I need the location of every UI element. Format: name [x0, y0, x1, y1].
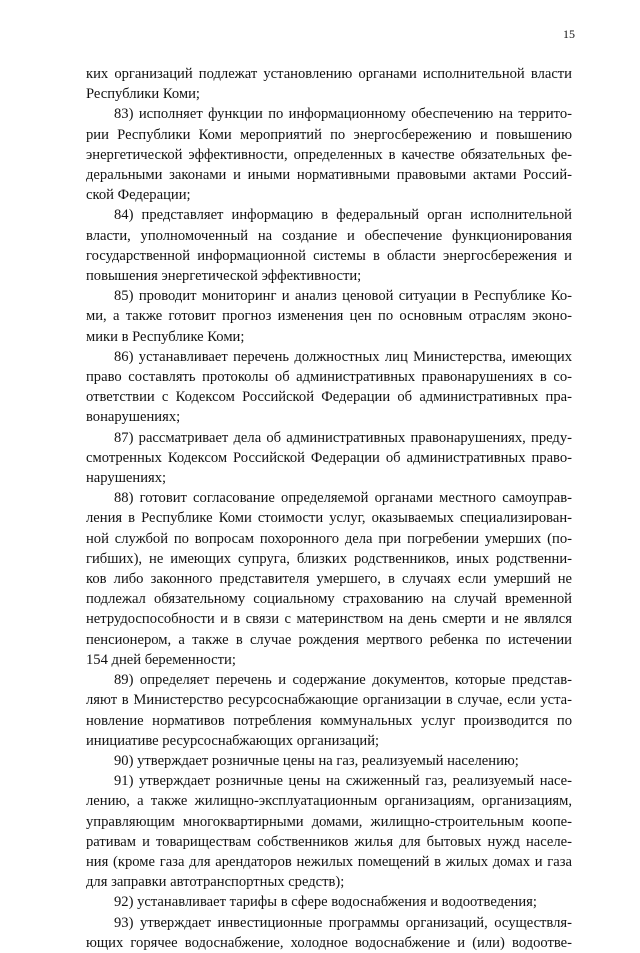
text-line: управляющим многоквартирными домами, жилищно-строительным коопе- — [86, 813, 572, 830]
text-line: вонарушениях; — [86, 409, 181, 426]
text-line: деральными законами и иными нормативными правовыми актами Россий- — [86, 167, 572, 184]
text-line: рии Республики Коми мероприятий по энергосбережению и повышению — [86, 126, 572, 143]
paragraph — [86, 104, 572, 205]
text-line: ответствии с Кодексом Российской Федерации об административных пра- — [86, 389, 572, 406]
paragraph — [86, 913, 572, 953]
text-line: 88) готовит согласование определяемой органами местного самоуправ- — [114, 490, 572, 507]
text-line: государственной информационной системы в области энергосбережения и — [86, 247, 572, 264]
paragraph — [86, 64, 572, 104]
paragraph — [86, 751, 572, 771]
text-line: смотренных Кодексом Российской Федерации об административных право- — [86, 449, 572, 466]
text-line: ляют в Министерство ресурсоснабжающие организации в случае, если уста- — [86, 692, 572, 709]
text-line: ния (кроме газа для арендаторов нежилых помещений в жилых домах и газа — [86, 853, 572, 870]
page-number: 15 — [563, 27, 575, 41]
paragraph — [86, 347, 572, 428]
text-line: ской Федерации; — [86, 187, 191, 204]
text-line: для заправки автотранспортных средств); — [86, 874, 345, 891]
text-line: пенсионером, а также в случае рождения мертвого ребенка по истечении — [86, 631, 572, 648]
text-line: ющих горячее водоснабжение, холодное водоснабжение и (или) водоотве- — [86, 934, 572, 951]
text-line: власти, уполномоченный на создание и обеспечение функционирования — [86, 227, 572, 244]
text-line: подлежал обязательному социальному страхованию на случай временной — [86, 591, 572, 608]
text-line: 83) исполняет функции по информационному обеспечению на террито- — [114, 106, 572, 123]
text-line: гибших), не имеющих супруга, близких родственников, иных родственни- — [86, 550, 572, 567]
paragraph — [86, 488, 572, 670]
paragraph — [86, 892, 572, 912]
text-line: инициативе ресурсоснабжающих организаций; — [86, 732, 380, 749]
text-line: право составлять протоколы об административных правонарушениях в со- — [86, 369, 572, 386]
paragraph — [86, 670, 572, 751]
text-line: 154 дней беременности; — [86, 651, 236, 668]
text-line: нарушениях; — [86, 470, 167, 487]
paragraph — [86, 286, 572, 347]
text-line: 86) устанавливает перечень должностных лиц Министерства, имеющих — [114, 348, 572, 365]
text-line: ления в Республике Коми стоимости услуг, оказываемых специализирован- — [86, 510, 572, 527]
text-line: Республики Коми; — [86, 86, 200, 103]
text-line: 89) определяет перечень и содержание документов, которые представ- — [114, 672, 572, 689]
text-line: энергетической эффективности, определенных в качестве обязательных фе- — [86, 146, 572, 163]
text-line: новление нормативов потребления коммунальных услуг производится по — [86, 712, 572, 729]
text-line: ков либо законного представителя умершего, в случаях если умерший не — [86, 571, 572, 588]
text-line: повышения энергетической эффективности; — [86, 268, 362, 285]
text-line: мики в Республике Коми; — [86, 328, 245, 345]
text-line: 84) представляет информацию в федеральный орган исполнительной — [114, 207, 572, 224]
text-line: ми, а также готовит прогноз изменения цен по основным отраслям эконо- — [86, 308, 572, 325]
text-line: 92) устанавливает тарифы в сфере водоснабжения и водоотведения; — [114, 894, 537, 911]
paragraph — [86, 428, 572, 489]
text-line: ративам и товариществам собственников жилья для бытовых нужд населе- — [86, 833, 572, 850]
text-line: ких организаций подлежат установлению органами исполнительной власти — [86, 66, 572, 82]
text-line: нетрудоспособности и в связи с материнством на день смерти и не являлся — [86, 611, 572, 628]
text-line: 91) утверждает розничные цены на сжиженный газ, реализуемый насе- — [114, 773, 572, 790]
text-line: 90) утверждает розничные цены на газ, реализуемый населению; — [114, 752, 519, 769]
text-line: лению, а также жилищно-эксплуатационным организациям, организациям, — [86, 793, 572, 810]
text-line: 85) проводит мониторинг и анализ ценовой ситуации в Республике Ко- — [114, 288, 572, 305]
text-line: 93) утверждает инвестиционные программы организаций, осуществля- — [114, 914, 572, 931]
text-line: 87) рассматривает дела об административных правонарушениях, преду- — [114, 429, 572, 446]
paragraph — [86, 205, 572, 286]
paragraph — [86, 771, 572, 892]
text-line: ной службой по вопросам похоронного дела при погребении умерших (по- — [86, 530, 572, 547]
document-body — [86, 64, 572, 953]
